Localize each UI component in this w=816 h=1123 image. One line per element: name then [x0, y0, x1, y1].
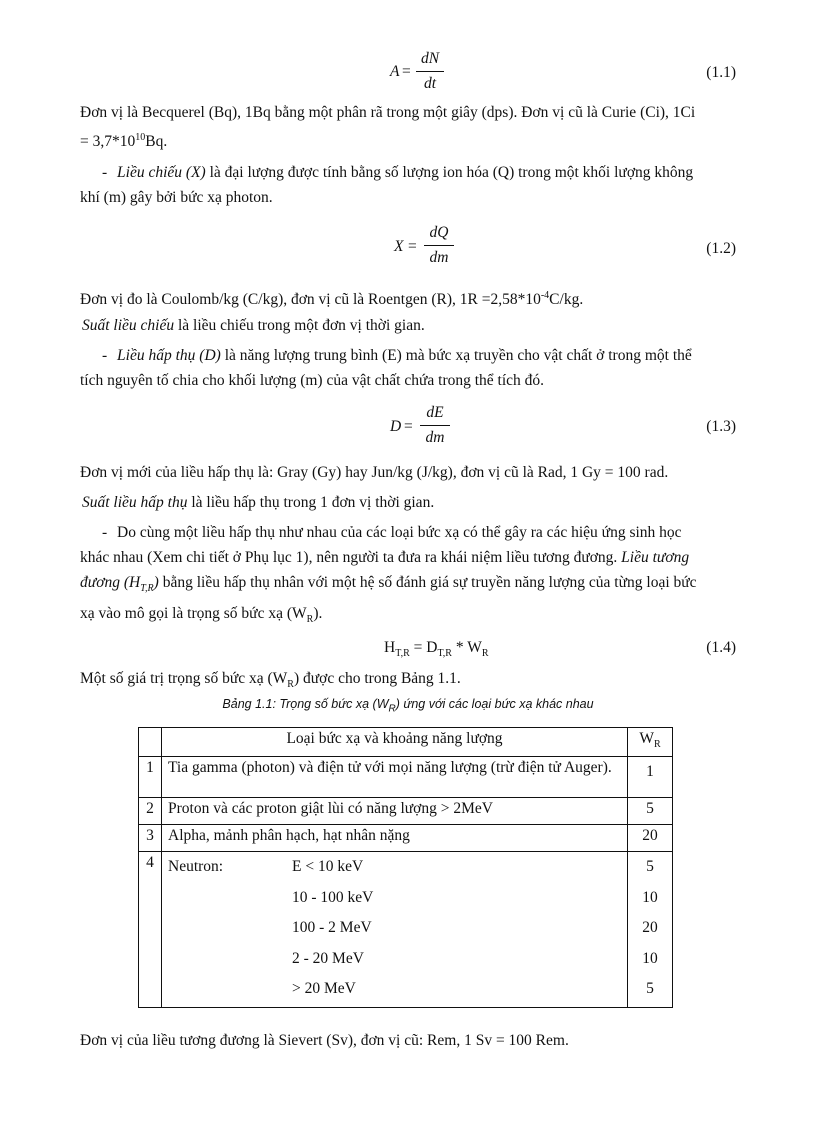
radiation-weighting-table [138, 727, 673, 1008]
eq1-denominator: dt [423, 75, 437, 92]
header-radiation-type: Loại bức xạ và khoảng năng lượng [162, 728, 628, 757]
table-row: 2 Proton và các proton giật lùi có năng lượng > 2MeV 5 [139, 798, 673, 825]
paragraph-absorbed-dose: - Liều hấp thụ (D) là năng lượng trung bình (E) mà bức xạ truyền cho vật chất ở trong một thể tích nguyên tố chia cho khối lượng (m) của vật chất chứa trong thể tích đó. [80, 347, 692, 389]
header-wr: $W_R$ [628, 728, 673, 757]
paragraph-table-intro: Một số giá trị trọng số bức xạ $(W_R)$ được cho trong Bảng 1.1. [80, 670, 461, 691]
eq1-numerator: dN [420, 50, 440, 67]
paragraph-coulomb: Đơn vị đo là Coulomb/kg (C/kg), đơn vị cũ là Roentgen (R), $1R =2,58*10^{-4}C/kg$. [80, 290, 584, 309]
table-row: 3 Alpha, mảnh phân hạch, hạt nhân nặng 20 [139, 825, 673, 852]
table-caption: Bảng 1.1: Trọng số bức xạ $(W_R)$ ứng với các loại bức xạ khác nhau [222, 697, 594, 715]
equation-1-4: $H_{T,R} = D_{T,R} * W_R$ [384, 639, 489, 660]
paragraph-gray: Đơn vị mới của liều hấp thụ là: Gray (Gy) hay Jun/kg (J/kg), đơn vị cũ là Rad, 1 Gy = 100 rad. [80, 464, 669, 481]
paragraph-exposure-dose: - Liều chiếu (X) là đại lượng được tính bằng số lượng ion hóa (Q) trong một khối lượng không khí (m) gây bởi bức xạ photon. [80, 164, 694, 206]
paragraph-becquerel: Đơn vị là Becquerel (Bq), 1Bq bằng một phân rã trong một giây (dps). Đơn vị cũ là Curie (Ci), 1Ci = $3,7*10^{10}Bq$. [80, 104, 696, 151]
eq1-lhs: A [390, 63, 400, 80]
eq4-number: (1.4) [706, 639, 736, 656]
eq3-number: (1.3) [706, 418, 736, 435]
paragraph-sievert: Đơn vị của liều tương đương là Sievert (Sv), đơn vị cũ: Rem, 1 Sv = 100 Rem. [80, 1032, 569, 1049]
eq1-fraction [416, 50, 444, 93]
table-row: 1 Tia gamma (photon) và điện tử với mọi năng lượng (trừ điện tử Auger). 1 [139, 757, 673, 798]
paragraph-equivalent-dose: - Do cùng một liều hấp thụ như nhau của các loại bức xạ có thể gây ra các hiệu ứng sinh học khác nhau (Xem chi tiết ở Phụ lục 1), nên người ta đưa ra khái niệm liều tương đương. Liều tương đương $(H_{T,R})$ bằng liều hấp thụ nhân với một hệ số đánh giá sự truyền năng lượng của từng loại bức xạ vào mô gọi là trọng số bức xạ $(W_R)$. [80, 524, 697, 626]
eq1-number: (1.1) [706, 64, 736, 81]
term-exposure: Liều chiếu (X) [117, 164, 206, 181]
table-header-row [139, 728, 673, 757]
paragraph-exposure-rate: Suất liều chiếu là liều chiếu trong một đơn vị thời gian. [82, 317, 425, 334]
table-row-neutron: 4 Neutron: E < 10 keV 10 - 100 keV 100 - 2 MeV 2 - 20 MeV > 20 MeV 5 10 20 10 5 [139, 852, 673, 1008]
eq2-number: (1.2) [706, 240, 736, 257]
paragraph-absorbed-rate: Suất liều hấp thụ là liều hấp thụ trong 1 đơn vị thời gian. [82, 494, 435, 511]
